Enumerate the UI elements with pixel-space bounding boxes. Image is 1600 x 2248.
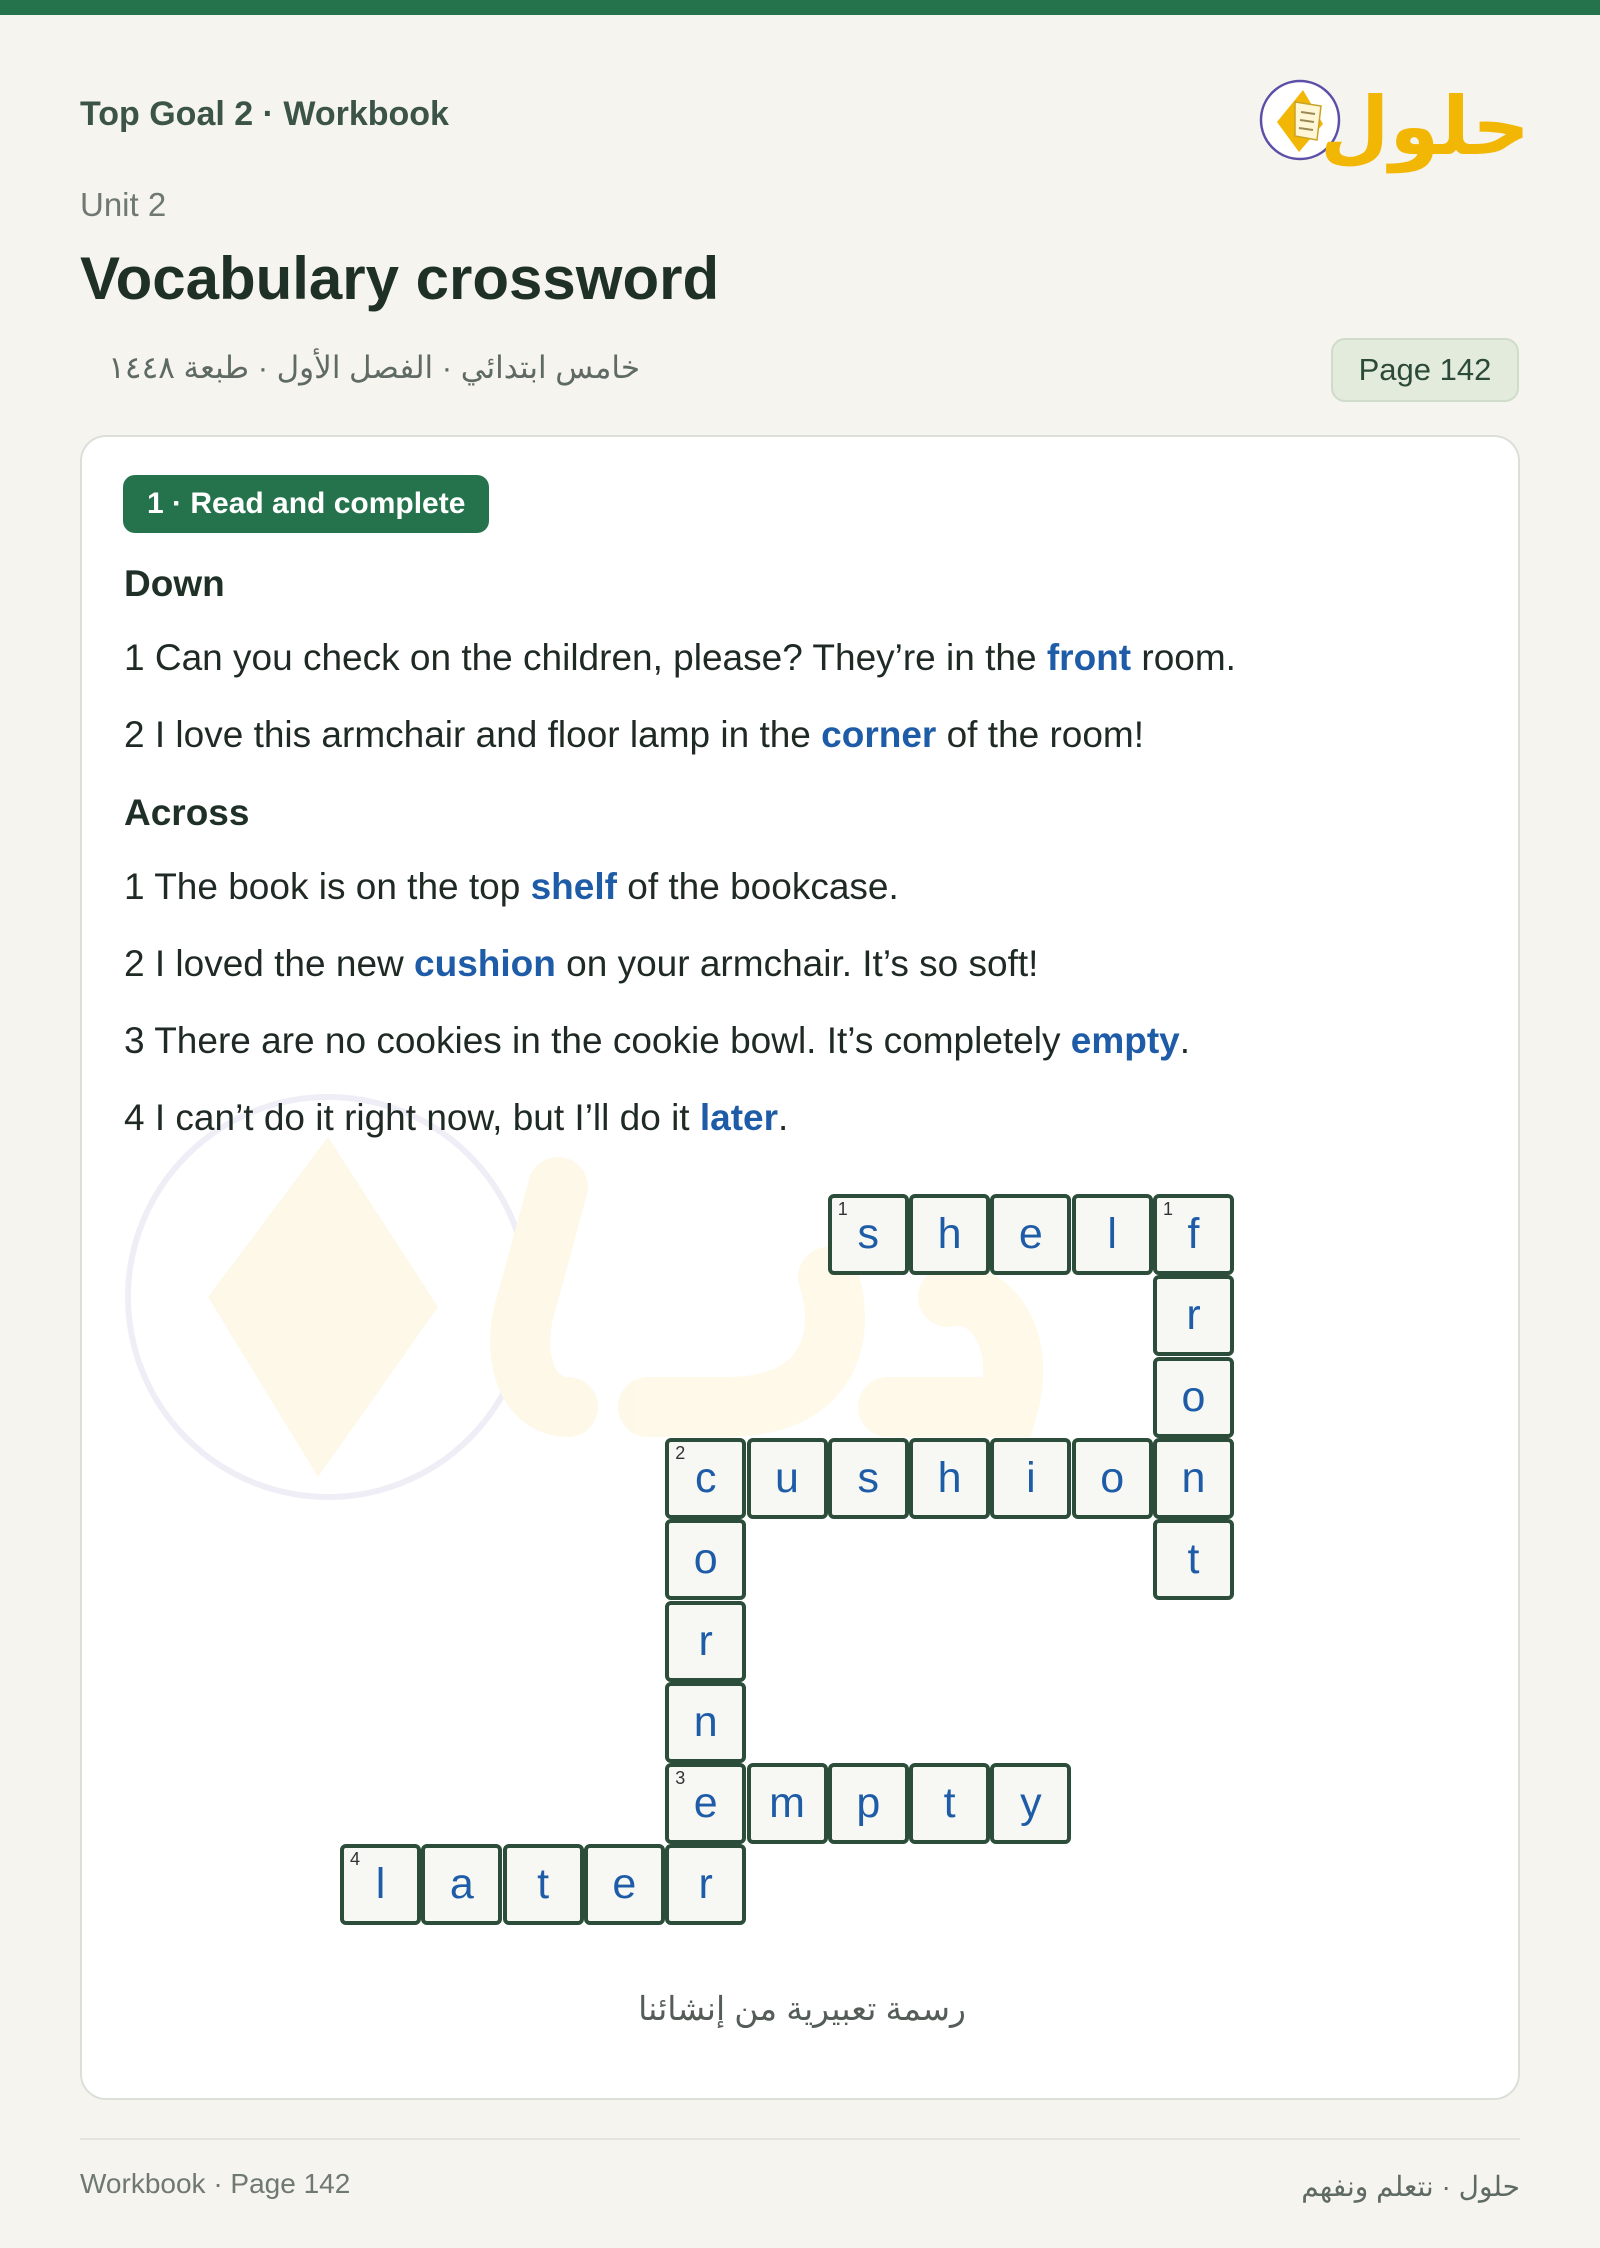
crossword-cell[interactable] bbox=[503, 1844, 584, 1925]
cell-letter: h bbox=[937, 1210, 962, 1258]
crossword-cell[interactable] bbox=[1153, 1194, 1234, 1275]
cell-letter: o bbox=[693, 1535, 718, 1584]
cell-letter: y bbox=[1020, 1779, 1042, 1828]
illustration-caption: رسمة تعبيرية من إنشائنا bbox=[638, 1990, 966, 2027]
across-clue-1: 1 The book is on the top shelf of the bookcase. bbox=[124, 866, 899, 907]
cell-letter: e bbox=[612, 1860, 637, 1909]
crossword-cell[interactable] bbox=[665, 1682, 746, 1763]
answer-word: later bbox=[699, 1097, 779, 1138]
cell-letter: c bbox=[694, 1453, 717, 1502]
answer-word: corner bbox=[821, 714, 937, 755]
crossword-cell[interactable] bbox=[665, 1844, 746, 1925]
cell-letter: l bbox=[1107, 1210, 1117, 1258]
crossword-cell[interactable] bbox=[340, 1844, 421, 1925]
cell-letter: e bbox=[693, 1779, 718, 1828]
crossword-cell[interactable] bbox=[828, 1194, 909, 1275]
crossword-cell[interactable] bbox=[747, 1763, 828, 1844]
clue-number: 3 bbox=[675, 1768, 686, 1789]
section-label: 1 · Read and complete bbox=[123, 475, 489, 533]
cell-letter: f bbox=[1187, 1210, 1200, 1258]
crossword-cell[interactable] bbox=[909, 1194, 990, 1275]
crossword-cell[interactable] bbox=[990, 1438, 1071, 1519]
crossword-cell[interactable] bbox=[665, 1601, 746, 1682]
crossword-cell[interactable] bbox=[909, 1438, 990, 1519]
down-heading: Down bbox=[124, 563, 225, 604]
crossword-cell[interactable] bbox=[1153, 1438, 1234, 1519]
clue-number: 1 bbox=[1163, 1199, 1174, 1219]
top-accent-bar bbox=[0, 0, 1600, 15]
logo-wordmark: حلول bbox=[1320, 80, 1530, 173]
hulul-logo bbox=[1255, 62, 1530, 173]
answer-word: shelf bbox=[530, 866, 617, 907]
clue-number: 4 bbox=[350, 1849, 361, 1870]
footer-page-label: Workbook · Page 142 bbox=[80, 2168, 351, 2199]
unit-label: Unit 2 bbox=[80, 186, 167, 223]
cell-letter: s bbox=[857, 1210, 880, 1258]
crossword-cell[interactable] bbox=[1072, 1194, 1153, 1275]
book-title: Top Goal 2 · Workbook bbox=[80, 95, 449, 133]
down-clue-2: 2 I love this armchair and floor lamp in the corner of the room! bbox=[124, 714, 1145, 755]
across-heading: Across bbox=[124, 792, 250, 833]
cell-letter: s bbox=[857, 1453, 880, 1502]
crossword-cell[interactable] bbox=[1153, 1275, 1234, 1356]
grade-line: خامس ابتدائي · الفصل الأول · طبعة ١٤٤٨ bbox=[108, 350, 640, 385]
cell-letter: a bbox=[449, 1860, 474, 1909]
cell-letter: o bbox=[1100, 1453, 1125, 1502]
exercise-card bbox=[80, 435, 1520, 2100]
crossword-cell[interactable] bbox=[747, 1438, 828, 1519]
cell-letter: t bbox=[943, 1779, 956, 1828]
cell-letter: r bbox=[698, 1616, 713, 1665]
cell-letter: t bbox=[1187, 1535, 1200, 1584]
cell-letter: l bbox=[375, 1860, 386, 1909]
cell-letter: p bbox=[856, 1779, 881, 1828]
crossword-cell[interactable] bbox=[909, 1763, 990, 1844]
cell-letter: o bbox=[1181, 1372, 1206, 1421]
cell-letter: e bbox=[1018, 1210, 1043, 1258]
crossword-cell[interactable] bbox=[990, 1763, 1071, 1844]
across-clue-3: 3 There are no cookies in the cookie bowl. It’s completely empty. bbox=[124, 1020, 1191, 1061]
crossword-cell[interactable] bbox=[828, 1763, 909, 1844]
page-title: Vocabulary crossword bbox=[80, 245, 720, 312]
crossword-cell[interactable] bbox=[665, 1763, 746, 1844]
crossword-cell[interactable] bbox=[828, 1438, 909, 1519]
across-clue-4: 4 I can’t do it right now, but I’ll do it later. bbox=[124, 1097, 789, 1138]
cell-letter: m bbox=[769, 1779, 805, 1828]
cell-letter: n bbox=[1181, 1453, 1206, 1502]
crossword-cell[interactable] bbox=[584, 1844, 665, 1925]
cell-letter: r bbox=[698, 1860, 713, 1909]
crossword-cell[interactable] bbox=[1153, 1357, 1234, 1438]
crossword-cell[interactable] bbox=[665, 1519, 746, 1600]
crossword-cell[interactable] bbox=[990, 1194, 1071, 1275]
clue-number: 2 bbox=[675, 1442, 686, 1463]
crossword-cell[interactable] bbox=[421, 1844, 502, 1925]
cell-letter: r bbox=[1186, 1291, 1201, 1340]
across-clue-2: 2 I loved the new cushion on your armchair. It’s so soft! bbox=[124, 943, 1039, 984]
footer-divider bbox=[80, 2138, 1520, 2140]
crossword-cell[interactable] bbox=[665, 1438, 746, 1519]
cell-letter: h bbox=[937, 1453, 962, 1502]
footer-tagline: حلول · نتعلم ونفهم bbox=[1301, 2171, 1520, 2202]
cell-letter: n bbox=[693, 1697, 718, 1746]
down-clue-1: 1 Can you check on the children, please? They’re in the front room. bbox=[124, 637, 1236, 678]
answer-word: front bbox=[1046, 637, 1132, 678]
clue-number: 1 bbox=[837, 1199, 848, 1219]
cell-letter: u bbox=[775, 1453, 799, 1502]
crossword-cell[interactable] bbox=[1072, 1438, 1153, 1519]
cell-letter: i bbox=[1026, 1453, 1036, 1502]
page-badge: Page 142 bbox=[1331, 338, 1519, 402]
answer-word: empty bbox=[1070, 1020, 1180, 1061]
answer-word: cushion bbox=[414, 943, 556, 984]
crossword-cell[interactable] bbox=[1153, 1519, 1234, 1600]
cell-letter: t bbox=[537, 1860, 550, 1909]
crossword-grid bbox=[82, 437, 1522, 2102]
